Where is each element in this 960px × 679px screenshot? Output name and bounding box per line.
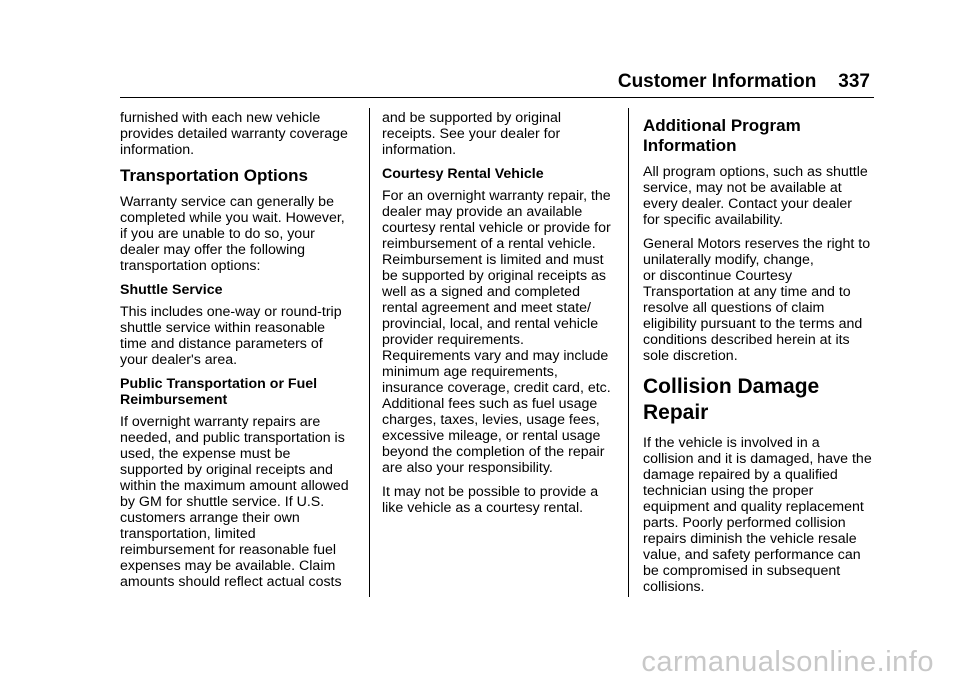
- watermark-text: carmanualsonline.info: [641, 646, 934, 678]
- paragraph: It may not be possible to provide a like vehicle as a courtesy rental.: [382, 484, 599, 516]
- column-divider: [628, 108, 629, 597]
- section-heading: Additional Program Information: [643, 116, 801, 155]
- column-2: [382, 110, 618, 524]
- paragraph: This includes one-way or round-trip shuttle service within reasonable time and distance parameters of your dealer's area.: [120, 304, 342, 368]
- column-divider: [369, 108, 370, 597]
- page-number: 337: [838, 71, 870, 92]
- chapter-heading: Collision Damage Repair: [643, 375, 820, 424]
- paragraph: For an overnight warranty repair, the dealer may provide an available courtesy rental vehicle or provide for reimbursement of a rental vehicle. Reimbursement is limited and must be supported by original receipts as well as a signed and completed rental agreement and meet state/ provincial, local, and rental vehicle provider requirements. Requirements vary and may include minimum age requirements, insurance coverage, credit card, etc. Additional fees such as fuel usage charges, taxes, levies, usage fees, excessive mileage, or rental usage beyond the completion of the repair are also your responsibility.: [382, 188, 611, 476]
- paragraph: Warranty service can generally be completed while you wait. However, if you are unable to do so, your dealer may offer the following transportation options:: [120, 194, 345, 274]
- page-header: [0, 70, 870, 94]
- intro-paragraph: furnished with each new vehicle provides detailed warranty coverage information.: [120, 110, 348, 158]
- paragraph: If the vehicle is involved in a collision and it is damaged, have the damage repaired by a qualified technician using the proper equipment and quality replacement parts. Poorly performed collision repairs diminish the vehicle resale value, and safety performance can be compromised in subsequent collisions.: [643, 435, 872, 595]
- paragraph: and be supported by original receipts. See your dealer for information.: [382, 110, 562, 158]
- watermark: [0, 645, 960, 679]
- paragraph: All program options, such as shuttle service, may not be available at every dealer. Contact your dealer for specific availability.: [643, 164, 868, 228]
- section-heading: Transportation Options: [120, 166, 308, 185]
- header-rule: [120, 97, 874, 98]
- column-1: [120, 110, 360, 598]
- paragraph: If overnight warranty repairs are needed, and public transportation is used, the expense must be supported by original receipts and within the maximum amount allowed by GM for shuttle service. If U.S. customers arrange their own transportation, limited reimbursement for reasonable fuel expenses may be available. Claim amounts should reflect actual costs: [120, 414, 349, 590]
- subheading: Shuttle Service: [120, 282, 223, 298]
- subheading: Courtesy Rental Vehicle: [382, 166, 544, 182]
- section-title: Customer Information: [617, 71, 817, 92]
- subheading: Public Transportation or Fuel Reimbursement: [120, 376, 318, 408]
- column-3: [643, 110, 878, 603]
- paragraph: General Motors reserves the right to unilaterally modify, change, or discontinue Courtesy Transportation at any time and to resolve all questions of claim eligibility pursuant to the terms and conditions described herein at its sole discretion.: [643, 236, 871, 364]
